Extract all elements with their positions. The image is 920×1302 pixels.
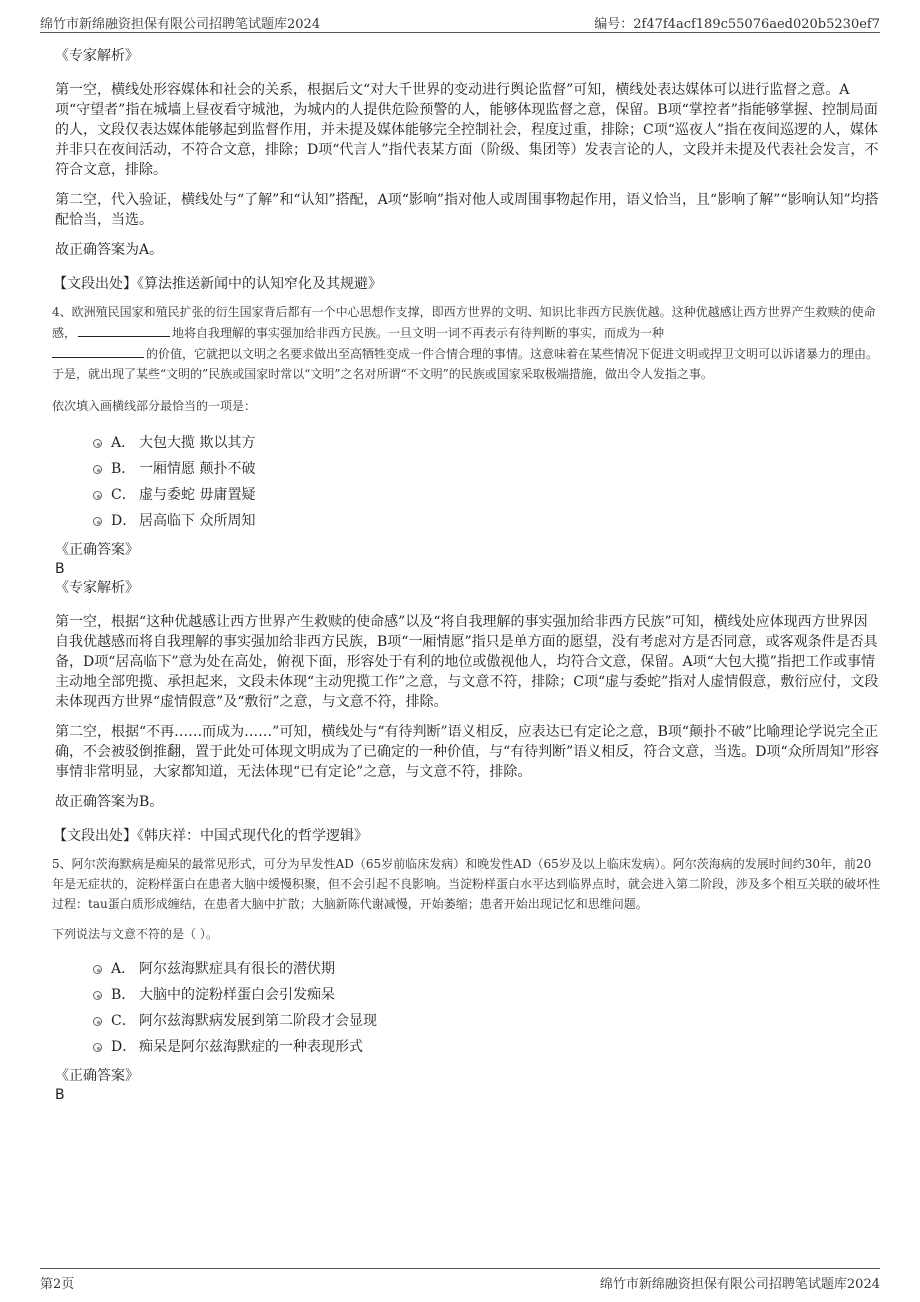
question-4-prompt: 依次填入画横线部分最恰当的一项是：	[52, 399, 257, 413]
question-5-text: 5、阿尔茨海默病是痴呆的最常见形式，可分为早发性AD（65岁前临床发病）和晚发性AD（65岁及以上临床发病）。阿尔茨海病的发展时间约30年，前20年是无症状的，淀粉样蛋白在患者大脑中缓慢积聚，但不会引起不良影响。当淀粉样蛋白水平达到临界点时，就会进入第二阶段，涉及多个相互关联的破坏性过程：tau蛋白质形成缠结，在患者大脑中扩散；大脑新陈代谢减慢，开始萎缩；患者开始出现记忆和思维问题。	[52, 857, 881, 911]
option-b[interactable]: B． 一厢情愿 颠扑不破	[55, 456, 880, 482]
analysis-conclusion: 故正确答案为B。	[55, 794, 164, 810]
analysis-paragraph: 第一空，横线处形容媒体和社会的关系，根据后文“对大千世界的变动进行舆论监督”可知，横线处表达媒体可以进行监督之意。A项“守望者”指在城墙上昼夜看守城池，为城内的人提供危险预警的人，能够体现监督之意，保留。B项“掌控者”指能够掌握、控制局面的人，文段仅表达媒体能够起到监督作用，并未提及媒体能够完全控制社会，程度过重，排除；C项“巡夜人”指在夜间巡逻的人，媒体并非只在夜间活动，不符合文意，排除；D项“代言人”指代表某方面（阶级、集团等）发表言论的人，文段并未提及代表社会发言，不符合文意，排除。	[55, 82, 879, 178]
radio-icon[interactable]	[93, 1043, 102, 1052]
expert-analysis-label: 《专家解析》	[55, 580, 139, 596]
page-header	[40, 10, 880, 33]
header-doc-id: 编号：2f47f4acf189c55076aed020b5230ef7	[594, 17, 880, 32]
page-content	[52, 44, 881, 1104]
question-4-text-part: 地将自我理解的事实强加给非西方民族。一旦文明一词不再表示有待判断的事实，而成为一种	[172, 326, 665, 340]
question-4-options	[55, 430, 880, 534]
radio-icon[interactable]	[93, 1017, 102, 1026]
question-4-text-part: 的价值，它就把以文明之名要求做出至高牺牲变成一件合情合理的事情。这意味着在某些情况下促进文明或捍卫文明可以诉诸暴力的理由。于是，就出现了某些“文明的”民族或国家时常以“文明”之名对所谓“不文明”的民族或国家采取极端措施，做出令人发指之事。	[52, 347, 879, 381]
analysis-paragraph: 第一空，根据“这种优越感让西方世界产生救赎的使命感”以及“将自我理解的事实强加给非西方民族”可知，横线处应体现西方世界因自我优越感而将自我理解的事实强加给非西方民族，B项“一厢情愿”指只是单方面的愿望，没有考虑对方是否同意，或客观条件是否具备，D项“居高临下”意为处在高处，俯视下面，形容处于有利的地位或傲视他人，均符合文意，保留。A项“大包大揽”指把工作或事情主动地全部兜揽、承担起来，文段未体现“主动兜揽工作”之意，与文意不符，排除；C项“虚与委蛇”指对人虚情假意，敷衍应付，文段未体现西方世界“虚情假意”及“敷衍”之意，与文意不符，排除。	[55, 614, 879, 710]
question-5-prompt: 下列说法与文意不符的是（ ）。	[52, 927, 218, 941]
fill-blank	[52, 343, 144, 358]
option-c[interactable]: C． 虚与委蛇 毋庸置疑	[55, 482, 880, 508]
passage-source: 【文段出处】《算法推送新闻中的认知窄化及其规避》	[53, 276, 382, 292]
expert-analysis-label: 《专家解析》	[55, 48, 139, 64]
footer-title: 绵竹市新绵融资担保有限公司招聘笔试题库2024	[599, 1277, 880, 1292]
option-a[interactable]: A． 阿尔兹海默症具有很长的潜伏期	[55, 956, 880, 982]
radio-icon[interactable]	[93, 517, 102, 526]
option-d[interactable]: D． 痴呆是阿尔兹海默症的一种表现形式	[55, 1034, 880, 1060]
question-4-text	[52, 302, 880, 384]
correct-answer-label: 《正确答案》	[55, 1068, 139, 1084]
radio-icon[interactable]	[93, 991, 102, 1000]
radio-icon[interactable]	[93, 491, 102, 500]
radio-icon[interactable]	[93, 965, 102, 974]
option-a[interactable]: A． 大包大揽 欺以其方	[55, 430, 880, 456]
option-c[interactable]: C． 阿尔兹海默病发展到第二阶段才会显现	[55, 1008, 880, 1034]
page-number: 第2页	[40, 1277, 75, 1292]
radio-icon[interactable]	[93, 465, 102, 474]
correct-answer-value: B	[55, 561, 65, 577]
analysis-conclusion: 故正确答案为A。	[55, 242, 164, 258]
radio-icon[interactable]	[93, 439, 102, 448]
header-title: 绵竹市新绵融资担保有限公司招聘笔试题库2024	[40, 17, 321, 32]
question-5-options	[55, 956, 880, 1060]
page-footer	[40, 1268, 880, 1293]
option-b[interactable]: B． 大脑中的淀粉样蛋白会引发痴呆	[55, 982, 880, 1008]
analysis-paragraph: 第二空，代入验证，横线处与“了解”和“认知”搭配，A项“影响”指对他人或周围事物起作用，语义恰当，且“影响了解”“影响认知”均搭配恰当，当选。	[55, 192, 879, 228]
correct-answer-label: 《正确答案》	[55, 542, 139, 558]
option-d[interactable]: D． 居高临下 众所周知	[55, 508, 880, 534]
fill-blank	[78, 322, 170, 337]
passage-source: 【文段出处】《韩庆祥：中国式现代化的哲学逻辑》	[53, 828, 368, 844]
correct-answer-value: B	[55, 1087, 65, 1103]
question-4-text-part: 4、欧洲殖民国家和殖民扩张的衍生国家背后都有一个中心思想作支撑，即西方世界的文明、知识比非西方民族优越。这种优越感让西方世界产生救赎的使命感，	[52, 305, 876, 340]
analysis-paragraph: 第二空，根据“不再……而成为……”可知，横线处与“有待判断”语义相反，应表达已有定论之意，B项“颠扑不破”比喻理论学说完全正确，不会被驳倒推翻，置于此处可体现文明成为了已确定的一种价值，与“有待判断”语义相反，符合文意，当选。D项“众所周知”形容事情非常明显，大家都知道，无法体现“已有定论”之意，与文意不符，排除。	[55, 724, 879, 780]
